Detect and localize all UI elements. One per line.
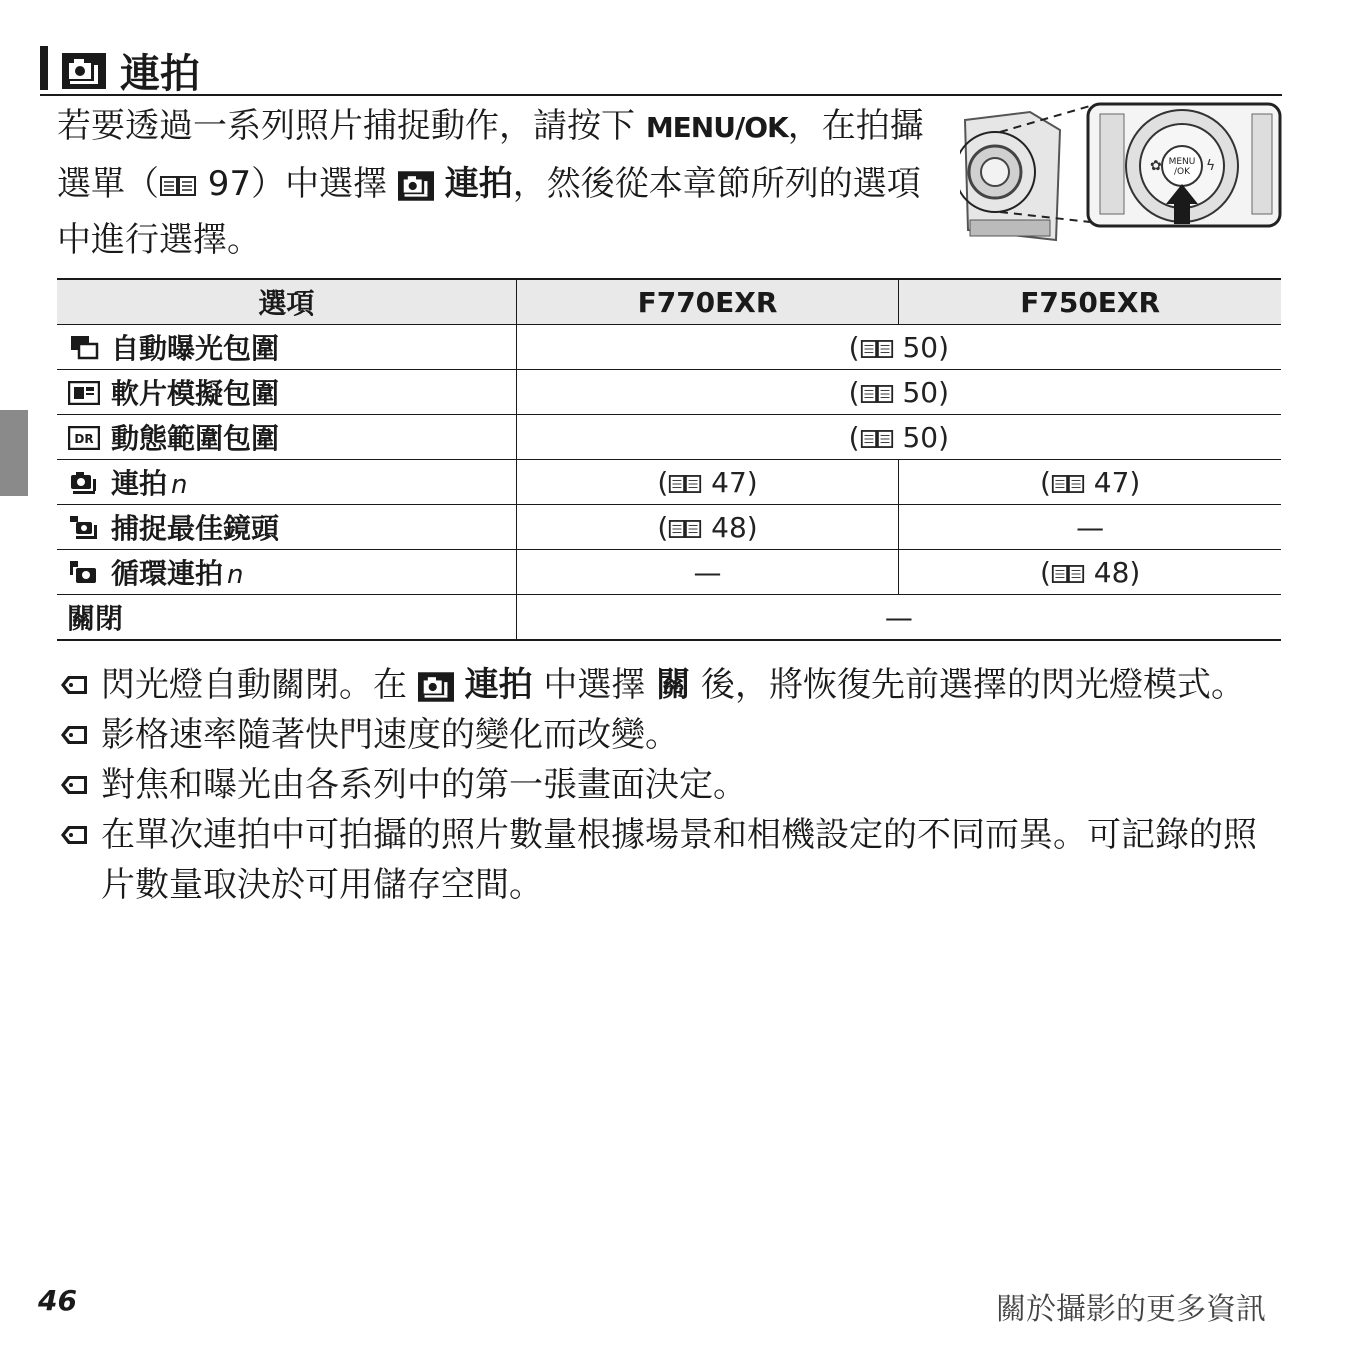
option-label: 關閉 — [67, 602, 124, 635]
dynamic-range-bracket-icon — [67, 424, 101, 457]
note-text: 閃光燈自動關閉。在 — [101, 665, 418, 705]
note-item — [57, 710, 1287, 760]
option-value: 關 — [656, 665, 691, 705]
reference-cell — [516, 505, 899, 550]
continuous-shooting-icon — [398, 171, 434, 201]
note-item — [57, 810, 1287, 910]
intro-text: ）中選擇 — [251, 164, 398, 204]
svg-text:DR: DR — [74, 431, 94, 446]
note-text: 影格速率隨著快門速度的變化而改變。 — [101, 715, 679, 755]
intro-text: ，在拍攝選單（ — [57, 106, 924, 204]
menu-ok-button-label: MENU/OK — [645, 111, 788, 144]
page-reference: 97 — [197, 164, 252, 204]
intro-text: 若要透過一系列照片捕捉動作，請按下 — [57, 106, 646, 146]
section-heading — [40, 44, 1282, 96]
notes-list — [57, 660, 1287, 910]
note-item — [57, 760, 1287, 810]
book-icon — [668, 518, 702, 540]
note-item — [57, 660, 1287, 710]
intro-text: ，然後從本章節所列的選項中進行選擇。 — [57, 164, 921, 260]
option-label: 連拍 — [111, 467, 168, 500]
option-label: 循環連拍 — [111, 557, 224, 590]
section-title: 連拍 — [120, 51, 200, 97]
option-name-cell — [57, 505, 516, 550]
book-icon — [1051, 473, 1085, 495]
table-row — [57, 415, 1281, 460]
reference-cell — [516, 460, 899, 505]
dial-label: /OK — [1173, 167, 1191, 177]
option-name-cell — [57, 595, 516, 641]
page-reference: ( 48) — [1039, 555, 1141, 589]
continuous-shooting-icon — [62, 53, 106, 89]
dial-label: MENU — [1168, 157, 1196, 167]
table-row — [57, 460, 1281, 505]
option-label: 軟片模擬包圍 — [111, 377, 280, 410]
page-reference: ( 50) — [848, 420, 950, 454]
table-row — [57, 505, 1281, 550]
intro-paragraph — [57, 98, 947, 268]
chapter-thumb-tab — [0, 410, 28, 496]
reference-cell — [516, 415, 1281, 460]
note-bullet-icon — [59, 724, 89, 746]
page-reference: ( 48) — [657, 510, 758, 544]
table-row — [57, 325, 1281, 370]
column-header: F750EXR — [899, 279, 1281, 325]
option-name-cell — [57, 415, 516, 460]
loop-continuous-icon — [67, 559, 101, 592]
note-text: 對焦和曝光由各系列中的第一張畫面決定。 — [101, 765, 747, 805]
film-simulation-bracket-icon — [67, 379, 101, 412]
options-table — [57, 278, 1281, 641]
menu-item-name: 連拍 — [464, 665, 533, 705]
reference-cell: — — [899, 505, 1281, 550]
book-icon — [159, 174, 197, 198]
note-bullet-icon — [59, 774, 89, 796]
table-row — [57, 370, 1281, 415]
book-icon — [860, 383, 894, 405]
column-header: F770EXR — [516, 279, 899, 325]
option-label: 自動曝光包圍 — [111, 332, 280, 365]
chapter-title: 關於攝影的更多資訊 — [996, 1292, 1266, 1327]
note-text: 中選擇 — [532, 665, 657, 705]
note-bullet-icon — [59, 824, 89, 846]
best-frame-capture-icon — [67, 514, 101, 547]
continuous-shooting-icon — [418, 672, 454, 702]
table-row — [57, 550, 1281, 595]
svg-text:ϟ: ϟ — [1206, 158, 1216, 174]
reference-cell — [899, 550, 1281, 595]
book-icon — [668, 473, 702, 495]
note-bullet-icon — [59, 674, 89, 696]
page-reference: ( 50) — [848, 375, 950, 409]
option-name-cell — [57, 370, 516, 415]
camera-illustration — [960, 100, 1282, 250]
option-suffix: n — [171, 470, 188, 500]
page-reference: ( 47) — [1039, 465, 1141, 499]
option-name-cell — [57, 550, 516, 595]
reference-cell — [516, 325, 1281, 370]
table-header-row — [57, 279, 1281, 325]
table-row — [57, 595, 1281, 641]
option-name-cell — [57, 325, 516, 370]
page-reference: ( 50) — [848, 330, 950, 364]
page-number: 46 — [38, 1284, 77, 1317]
book-icon — [860, 338, 894, 360]
reference-cell — [899, 460, 1281, 505]
note-text: 在單次連拍中可拍攝的照片數量根據場景和相機設定的不同而異。可記錄的照片數量取決於可用儲存空間。 — [101, 815, 1257, 905]
heading-bar — [40, 46, 48, 90]
menu-item-name: 連拍 — [444, 164, 513, 204]
reference-cell: — — [516, 595, 1281, 641]
auto-exposure-bracket-icon — [67, 334, 101, 367]
note-text: 後，將恢復先前選擇的閃光燈模式。 — [690, 665, 1246, 705]
column-header: 選項 — [57, 279, 516, 325]
option-name-cell — [57, 460, 516, 505]
book-icon — [1051, 563, 1085, 585]
option-label: 動態範圍包圍 — [111, 422, 280, 455]
option-label: 捕捉最佳鏡頭 — [111, 512, 280, 545]
continuous-icon — [67, 469, 101, 502]
svg-text:✿: ✿ — [1150, 158, 1162, 174]
reference-cell — [516, 370, 1281, 415]
page-reference: ( 47) — [657, 465, 758, 499]
book-icon — [860, 428, 894, 450]
option-suffix: n — [227, 560, 244, 590]
reference-cell: — — [516, 550, 899, 595]
